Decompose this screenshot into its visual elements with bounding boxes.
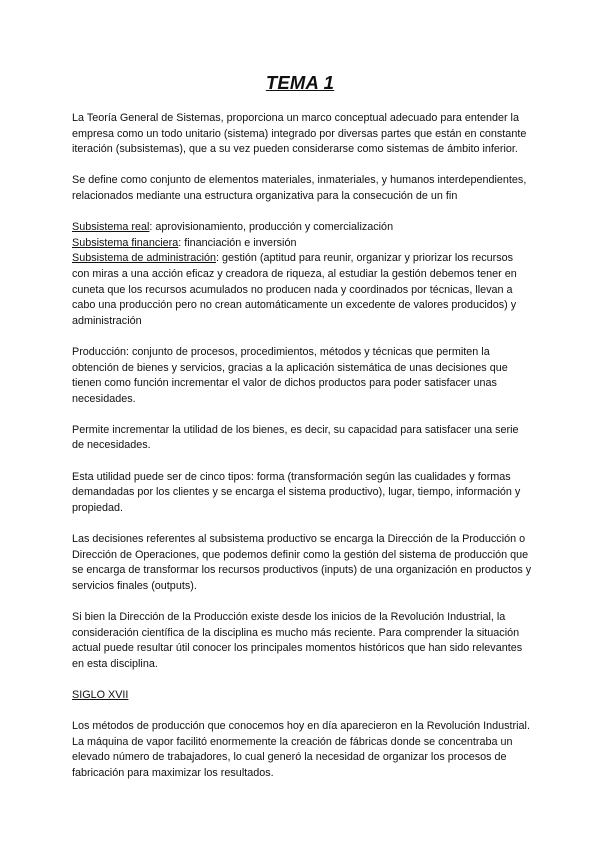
subsistema-administracion-text: : gestión (aptitud para reunir, organizar y priorizar los recursos con miras a una acción eficaz y creadora de riqueza, al estudiar la gestión debemos tener en cuneta que los recursos acumulados no producen nada y coordinados por técnicas, llevan a cabo una producción pero no crean automáticamente un excedente de valores producidos) y administración [72,252,517,327]
paragraph-tipos-utilidad: Esta utilidad puede ser de cinco tipos: forma (transformación según las cualidades y formas demandadas por los clientes y se encarga el sistema productivo), lugar, tiempo, información y propiedad. [72,470,521,514]
subsistema-financiera-label: Subsistema financiera [72,236,179,249]
paragraph-decisiones: Las decisiones referentes al subsistema productivo se encarga la Dirección de la Producción o Dirección de Operaciones, que podemos definir como la gestión del sistema de producción que se encarga de transformar los recursos productivos (inputs) de una organización en productos y servicios finales (outputs). [72,533,532,592]
paragraph-revolucion-industrial: Los métodos de producción que conocemos hoy en día aparecieron en la Revolución Industrial. La máquina de vapor facilitó enormemente la creación de fábricas donde se concentraba un elevado número de trabajadores, lo cual generó la necesidad de organizar los procesos de fabricación para maximizar los resultados. [72,720,530,779]
subsistema-real-label: Subsistema real [72,221,150,234]
paragraph-historia: Si bien la Dirección de la Producción existe desde los inicios de la Revolución Industrial, la consideración científica de la disciplina es mucho más reciente. Para comprender la situación actual puede resultar útil conocer los principales momentos históricos que han sido relevantes en esta disciplina. [72,611,523,670]
subsistema-administracion-label: Subsistema de administración [72,252,217,265]
paragraph-definicion: Se define como conjunto de elementos materiales, inmateriales, y humanos interdependientes, relacionados mediante una estructura organizativa para la consecución de un fin [72,174,527,202]
paragraph-utilidad: Permite incrementar la utilidad de los bienes, es decir, su capacidad para satisfacer una serie de necesidades. [72,423,519,452]
subsistema-real-text: : aprovisionamiento, producción y comercialización [149,221,394,234]
subsistema-financiera-line [72,236,532,252]
paragraph-produccion: Producción: conjunto de procesos, procedimientos, métodos y técnicas que permiten la obtención de bienes y servicios, gracias a la aplicación sistemática de unas decisiones que tienen como función incrementar el valor de dichos productos para poder satisfacer unas necesidades. [72,345,508,405]
subsistema-financiera-text: : financiación e inversión [178,236,297,249]
document-body [72,111,532,797]
section-heading-siglo-xvii: SIGLO XVII [72,688,129,701]
paragraph-teoria-sistemas: La Teoría General de Sistemas, proporciona un marco conceptual adecuado para entender la empresa como un todo unitario (sistema) integrado por diversas partes que están en constante iteración (subsistemas), que a su vez pueden considerarse como sistemas de ámbito inferior. [72,112,527,156]
subsistema-administracion-line [72,251,532,329]
document-title: TEMA 1 [265,72,335,93]
subsistema-real-line [72,220,532,236]
